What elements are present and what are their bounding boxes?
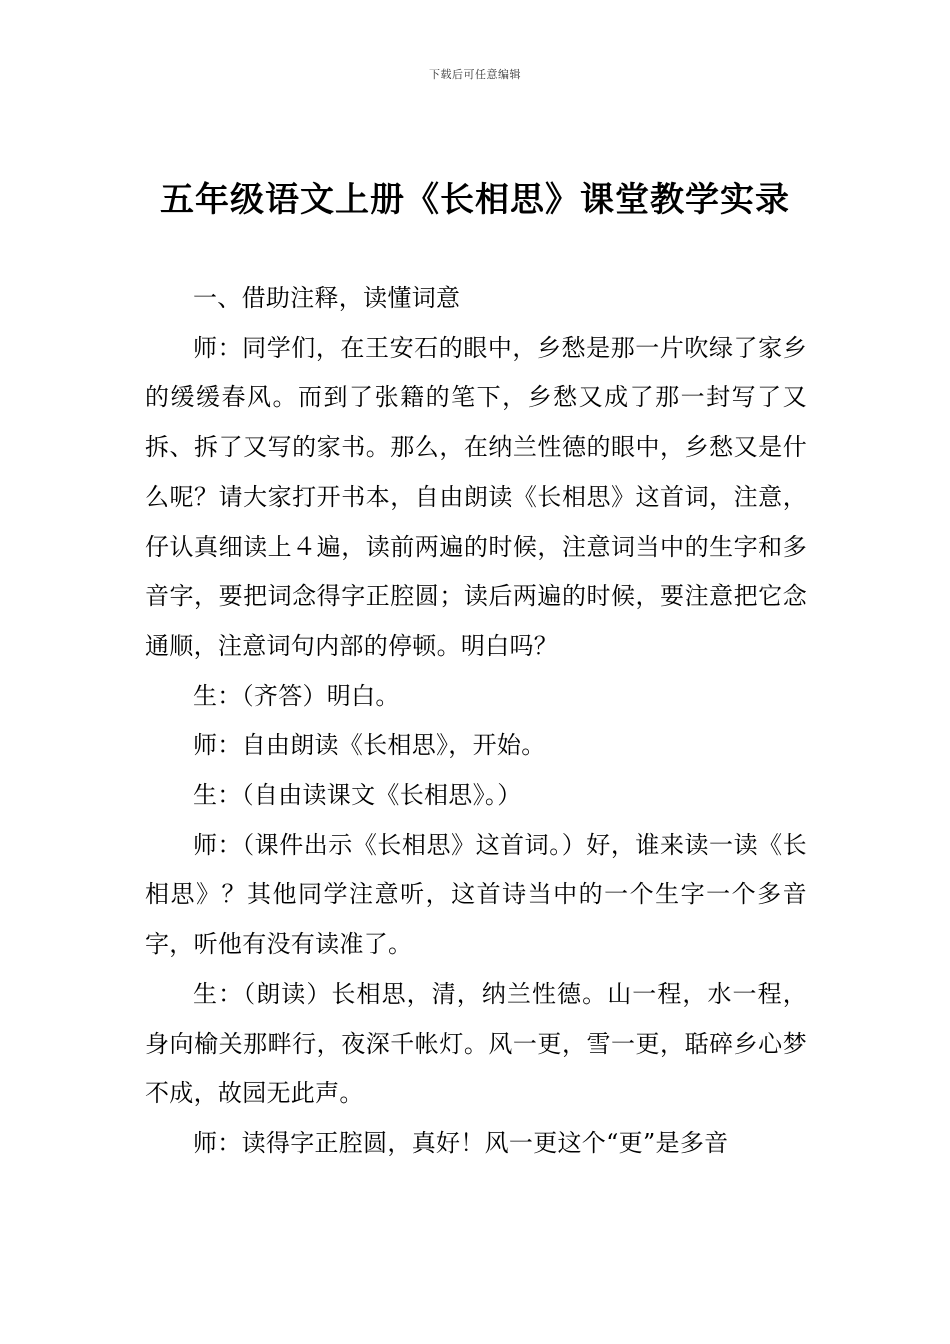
paragraph: 师：（课件出示《长相思》这首词。）好，谁来读一读《长相思》？其他同学注意听，这首诗当中的一个生字一个多音字，听他有没有读准了。 <box>145 830 807 959</box>
paragraph: 师：读得字正腔圆，真好！风一更这个“更”是多音 <box>193 1128 729 1157</box>
paragraph: 师：同学们，在王安石的眼中，乡愁是那一片吹绿了家乡的缓缓春风。而到了张籍的笔下，乡愁又成了那一封写了又拆、拆了又写的家书。那么，在纳兰性德的眼中，乡愁又是什么呢？请大家打开书本，自由朗读《长相思》这首词，注意，仔认真细读上４遍，读前两遍的时候，注意词当中的生字和多音字，要把词念得字正腔圆；读后两遍的时候，要注意把它念通顺，注意词句内部的停顿。明白吗？ <box>145 333 807 660</box>
paragraph: 生：（齐答）明白。 <box>193 681 400 710</box>
section-heading: 一、借助注释，读懂词意 <box>193 284 461 312</box>
paragraph: 生：（朗读）长相思，清，纳兰性德。山一程，水一程，身向榆关那畔行，夜深千帐灯。风一更，雪一更，聒碎乡心梦不成，故园无此声。 <box>145 979 807 1108</box>
document-title: 五年级语文上册《长相思》课堂教学实录 <box>160 180 790 220</box>
paragraph: 生：（自由读课文《长相思》。） <box>193 781 522 810</box>
document-body <box>145 274 807 1169</box>
paragraph: 师：自由朗读《长相思》，开始。 <box>193 731 546 760</box>
header-note: 下载后可任意编辑 <box>429 68 521 81</box>
